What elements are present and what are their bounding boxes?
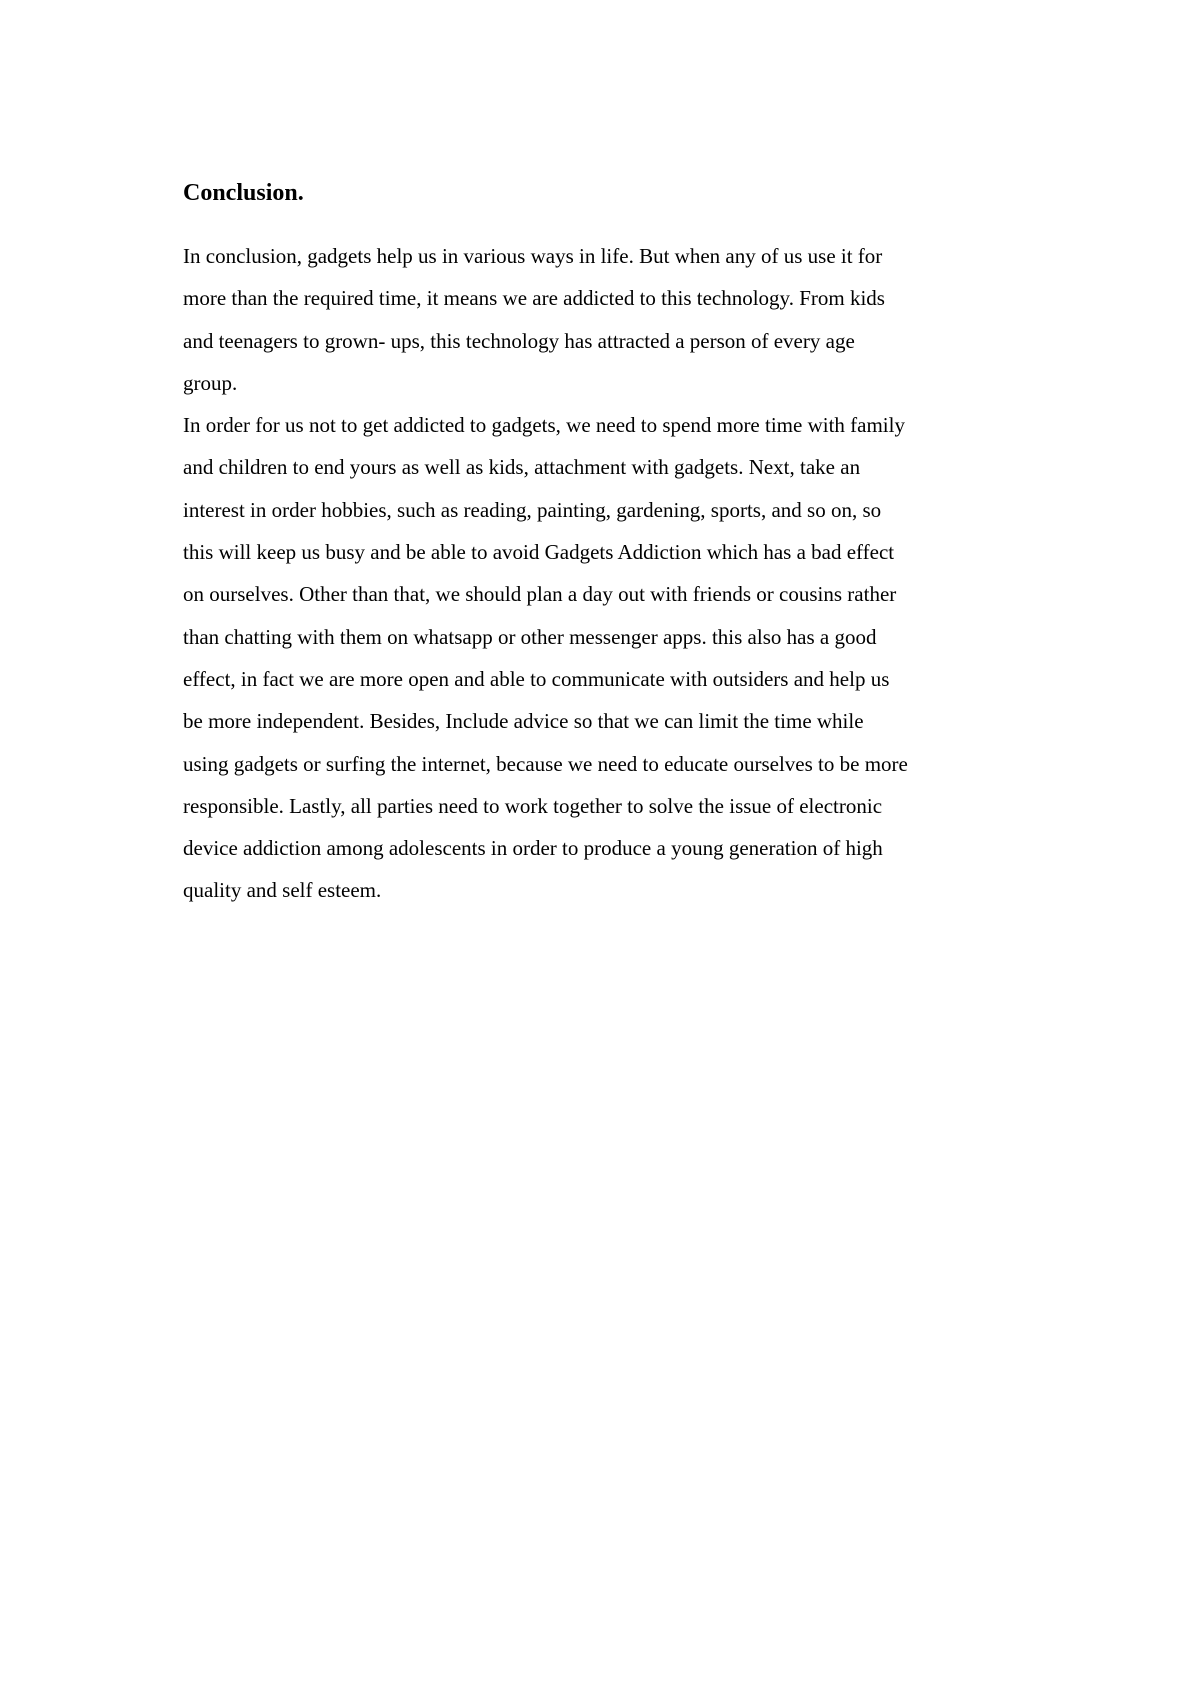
text-line: quality and self esteem. [183, 878, 382, 903]
text-line: interest in order hobbies, such as reading, painting, gardening, sports, and so on, so [183, 497, 882, 522]
paragraph-1 [183, 235, 1033, 404]
text-line: responsible. Lastly, all parties need to work together to solve the issue of electronic [183, 793, 883, 818]
text-line: more than the required time, it means we are addicted to this technology. From kids [183, 286, 885, 311]
text-line: In conclusion, gadgets help us in various ways in life. But when any of us use it for [183, 244, 883, 268]
text-line: and children to end yours as well as kids, attachment with gadgets. Next, take an [183, 455, 861, 480]
text-line: group. [183, 370, 238, 395]
paragraph-2 [183, 404, 1033, 912]
text-line: this will keep us busy and be able to avoid Gadgets Addiction which has a bad effect [183, 540, 895, 565]
document-content [183, 173, 1033, 912]
section-heading: Conclusion. [183, 180, 304, 206]
text-line: than chatting with them on whatsapp or other messenger apps. this also has a good [183, 624, 877, 649]
text-line: be more independent. Besides, Include advice so that we can limit the time while [183, 709, 864, 734]
text-line: using gadgets or surfing the internet, because we need to educate ourselves to be more [183, 751, 908, 776]
text-line: In order for us not to get addicted to gadgets, we need to spend more time with family [183, 413, 905, 438]
text-line: on ourselves. Other than that, we should plan a day out with friends or cousins rather [183, 582, 897, 607]
text-line: device addiction among adolescents in order to produce a young generation of high [183, 836, 883, 861]
text-line: effect, in fact we are more open and able to communicate with outsiders and help us [183, 666, 890, 691]
text-line: and teenagers to grown- ups, this technology has attracted a person of every age [183, 328, 855, 353]
